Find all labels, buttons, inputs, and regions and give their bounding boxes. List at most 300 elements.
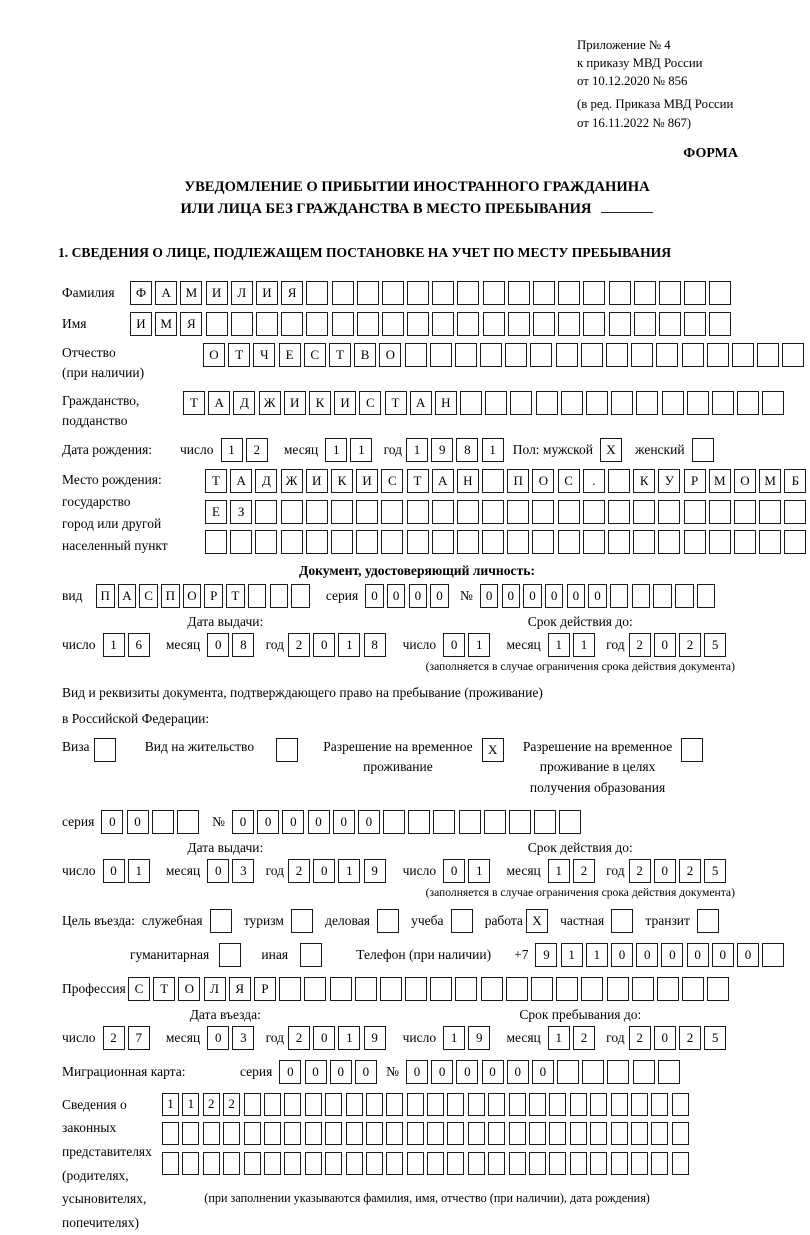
char-box[interactable]: 0 bbox=[611, 943, 633, 967]
char-box[interactable]: Н bbox=[435, 391, 457, 415]
char-box[interactable] bbox=[658, 530, 680, 554]
char-box[interactable]: 0 bbox=[456, 1060, 478, 1084]
char-box[interactable]: 2 bbox=[203, 1093, 220, 1116]
char-box[interactable]: 1 bbox=[338, 1026, 360, 1050]
char-box[interactable] bbox=[386, 1093, 403, 1116]
char-box[interactable]: 0 bbox=[330, 1060, 352, 1084]
char-box[interactable] bbox=[281, 530, 303, 554]
char-box[interactable] bbox=[707, 977, 729, 1001]
char-box[interactable]: X bbox=[482, 738, 504, 762]
char-box[interactable] bbox=[284, 1093, 301, 1116]
char-box[interactable] bbox=[433, 810, 455, 834]
char-box[interactable]: Я bbox=[281, 281, 303, 305]
char-box[interactable]: 2 bbox=[629, 633, 651, 657]
temp-residence-checkbox[interactable] bbox=[482, 738, 507, 762]
char-box[interactable]: П bbox=[96, 584, 115, 608]
char-box[interactable]: О bbox=[379, 343, 401, 367]
char-box[interactable]: 2 bbox=[629, 859, 651, 883]
char-box[interactable]: Т bbox=[153, 977, 175, 1001]
char-box[interactable] bbox=[432, 530, 454, 554]
temp-residence-edu-checkbox[interactable] bbox=[681, 738, 706, 762]
char-box[interactable] bbox=[558, 500, 580, 524]
char-box[interactable] bbox=[633, 500, 655, 524]
char-box[interactable] bbox=[653, 584, 672, 608]
char-box[interactable] bbox=[651, 1152, 668, 1175]
char-box[interactable]: 0 bbox=[480, 584, 499, 608]
char-box[interactable] bbox=[732, 343, 754, 367]
char-box[interactable] bbox=[533, 281, 555, 305]
char-box[interactable] bbox=[447, 1122, 464, 1145]
char-box[interactable] bbox=[508, 312, 530, 336]
char-box[interactable]: 0 bbox=[101, 810, 123, 834]
char-box[interactable]: Л bbox=[204, 977, 226, 1001]
char-box[interactable]: К bbox=[309, 391, 331, 415]
char-box[interactable] bbox=[583, 281, 605, 305]
char-box[interactable] bbox=[509, 810, 531, 834]
char-box[interactable]: О bbox=[734, 469, 756, 493]
char-box[interactable] bbox=[177, 810, 199, 834]
char-box[interactable]: Ж bbox=[259, 391, 281, 415]
char-box[interactable] bbox=[611, 909, 633, 933]
char-box[interactable]: Р bbox=[254, 977, 276, 1001]
char-box[interactable]: О bbox=[178, 977, 200, 1001]
char-box[interactable] bbox=[455, 977, 477, 1001]
char-box[interactable] bbox=[291, 584, 310, 608]
char-box[interactable] bbox=[570, 1093, 587, 1116]
birth-month-boxes[interactable] bbox=[325, 438, 375, 462]
char-box[interactable] bbox=[608, 500, 630, 524]
char-box[interactable] bbox=[611, 391, 633, 415]
char-box[interactable] bbox=[432, 312, 454, 336]
char-box[interactable] bbox=[432, 500, 454, 524]
char-box[interactable]: 1 bbox=[221, 438, 243, 462]
char-box[interactable] bbox=[366, 1093, 383, 1116]
char-box[interactable] bbox=[582, 1060, 604, 1084]
char-box[interactable]: 9 bbox=[535, 943, 557, 967]
char-box[interactable] bbox=[658, 1060, 680, 1084]
char-box[interactable]: Т bbox=[226, 584, 245, 608]
char-box[interactable] bbox=[609, 281, 631, 305]
char-box[interactable]: Р bbox=[684, 469, 706, 493]
char-box[interactable] bbox=[631, 1122, 648, 1145]
char-box[interactable] bbox=[583, 500, 605, 524]
residence-number-boxes[interactable] bbox=[232, 810, 585, 834]
char-box[interactable]: 0 bbox=[305, 1060, 327, 1084]
char-box[interactable]: 6 bbox=[128, 633, 150, 657]
char-box[interactable]: 1 bbox=[482, 438, 504, 462]
char-box[interactable] bbox=[306, 312, 328, 336]
char-box[interactable] bbox=[506, 977, 528, 1001]
char-box[interactable] bbox=[255, 500, 277, 524]
purpose-transit-checkbox[interactable] bbox=[697, 909, 722, 933]
char-box[interactable] bbox=[557, 1060, 579, 1084]
char-box[interactable] bbox=[586, 391, 608, 415]
char-box[interactable] bbox=[709, 312, 731, 336]
entry-month[interactable] bbox=[207, 1026, 257, 1050]
char-box[interactable] bbox=[94, 738, 116, 762]
char-box[interactable] bbox=[611, 1152, 628, 1175]
char-box[interactable]: 0 bbox=[654, 633, 676, 657]
char-box[interactable] bbox=[162, 1152, 179, 1175]
purpose-official-checkbox[interactable] bbox=[210, 909, 235, 933]
char-box[interactable]: 0 bbox=[443, 859, 465, 883]
char-box[interactable] bbox=[408, 810, 430, 834]
char-box[interactable]: 0 bbox=[313, 1026, 335, 1050]
char-box[interactable] bbox=[281, 500, 303, 524]
stay-month[interactable] bbox=[548, 1026, 598, 1050]
char-box[interactable]: У bbox=[658, 469, 680, 493]
identity-seriya-boxes[interactable] bbox=[365, 584, 452, 608]
char-box[interactable]: 5 bbox=[704, 1026, 726, 1050]
char-box[interactable] bbox=[382, 312, 404, 336]
char-box[interactable] bbox=[305, 1122, 322, 1145]
char-box[interactable] bbox=[381, 530, 403, 554]
char-box[interactable]: 0 bbox=[313, 633, 335, 657]
char-box[interactable]: Н bbox=[457, 469, 479, 493]
char-box[interactable] bbox=[607, 1060, 629, 1084]
char-box[interactable]: И bbox=[284, 391, 306, 415]
char-box[interactable]: 1 bbox=[443, 1026, 465, 1050]
identity-valid-day[interactable] bbox=[443, 633, 493, 657]
char-box[interactable] bbox=[556, 977, 578, 1001]
char-box[interactable] bbox=[381, 500, 403, 524]
char-box[interactable]: 2 bbox=[573, 859, 595, 883]
char-box[interactable]: О bbox=[183, 584, 202, 608]
char-box[interactable] bbox=[480, 343, 502, 367]
char-box[interactable] bbox=[662, 391, 684, 415]
char-box[interactable]: 1 bbox=[182, 1093, 199, 1116]
char-box[interactable] bbox=[405, 343, 427, 367]
char-box[interactable]: О bbox=[532, 469, 554, 493]
char-box[interactable] bbox=[634, 281, 656, 305]
char-box[interactable]: 1 bbox=[103, 633, 125, 657]
char-box[interactable] bbox=[658, 500, 680, 524]
char-box[interactable] bbox=[558, 530, 580, 554]
char-box[interactable]: Т bbox=[228, 343, 250, 367]
visa-checkbox[interactable] bbox=[94, 738, 119, 762]
char-box[interactable] bbox=[734, 500, 756, 524]
char-box[interactable] bbox=[300, 943, 322, 967]
char-box[interactable]: 8 bbox=[364, 633, 386, 657]
residence-valid-year[interactable] bbox=[629, 859, 730, 883]
char-box[interactable]: И bbox=[356, 469, 378, 493]
char-box[interactable] bbox=[383, 810, 405, 834]
char-box[interactable] bbox=[508, 281, 530, 305]
char-box[interactable] bbox=[737, 391, 759, 415]
char-box[interactable] bbox=[581, 977, 603, 1001]
char-box[interactable] bbox=[457, 500, 479, 524]
char-box[interactable]: X bbox=[600, 438, 622, 462]
char-box[interactable] bbox=[407, 500, 429, 524]
char-box[interactable] bbox=[459, 810, 481, 834]
char-box[interactable] bbox=[529, 1093, 546, 1116]
char-box[interactable] bbox=[488, 1152, 505, 1175]
char-box[interactable] bbox=[244, 1152, 261, 1175]
char-box[interactable] bbox=[457, 281, 479, 305]
char-box[interactable]: А bbox=[410, 391, 432, 415]
char-box[interactable]: 1 bbox=[162, 1093, 179, 1116]
char-box[interactable]: 0 bbox=[103, 859, 125, 883]
identity-number-boxes[interactable] bbox=[480, 584, 719, 608]
char-box[interactable] bbox=[331, 500, 353, 524]
char-box[interactable] bbox=[382, 281, 404, 305]
char-box[interactable]: Ф bbox=[130, 281, 152, 305]
purpose-work-checkbox[interactable] bbox=[526, 909, 551, 933]
char-box[interactable] bbox=[709, 281, 731, 305]
char-box[interactable] bbox=[532, 530, 554, 554]
char-box[interactable]: 1 bbox=[128, 859, 150, 883]
char-box[interactable]: Я bbox=[180, 312, 202, 336]
char-box[interactable]: В bbox=[354, 343, 376, 367]
char-box[interactable] bbox=[484, 810, 506, 834]
char-box[interactable] bbox=[762, 943, 784, 967]
char-box[interactable] bbox=[611, 1093, 628, 1116]
char-box[interactable]: 3 bbox=[232, 859, 254, 883]
char-box[interactable] bbox=[659, 312, 681, 336]
char-box[interactable] bbox=[432, 281, 454, 305]
char-box[interactable]: 1 bbox=[573, 633, 595, 657]
char-box[interactable] bbox=[457, 530, 479, 554]
char-box[interactable]: 2 bbox=[629, 1026, 651, 1050]
char-box[interactable] bbox=[205, 530, 227, 554]
char-box[interactable] bbox=[682, 343, 704, 367]
char-box[interactable] bbox=[534, 810, 556, 834]
char-box[interactable] bbox=[325, 1122, 342, 1145]
char-box[interactable] bbox=[255, 530, 277, 554]
char-box[interactable] bbox=[346, 1122, 363, 1145]
char-box[interactable] bbox=[672, 1152, 689, 1175]
char-box[interactable] bbox=[590, 1152, 607, 1175]
char-box[interactable]: 7 bbox=[128, 1026, 150, 1050]
char-box[interactable] bbox=[590, 1122, 607, 1145]
char-box[interactable] bbox=[482, 469, 504, 493]
char-box[interactable] bbox=[672, 1122, 689, 1145]
char-box[interactable] bbox=[672, 1093, 689, 1116]
char-box[interactable]: 0 bbox=[232, 810, 254, 834]
surname-boxes[interactable] bbox=[130, 281, 735, 305]
birth-place-row2-boxes[interactable] bbox=[205, 500, 810, 524]
char-box[interactable]: 0 bbox=[588, 584, 607, 608]
char-box[interactable] bbox=[332, 281, 354, 305]
sex-female-checkbox[interactable] bbox=[692, 438, 717, 462]
char-box[interactable] bbox=[248, 584, 267, 608]
char-box[interactable] bbox=[675, 584, 694, 608]
char-box[interactable] bbox=[405, 977, 427, 1001]
char-box[interactable]: С bbox=[139, 584, 158, 608]
char-box[interactable]: 0 bbox=[532, 1060, 554, 1084]
char-box[interactable] bbox=[346, 1093, 363, 1116]
char-box[interactable] bbox=[608, 530, 630, 554]
char-box[interactable]: 1 bbox=[338, 633, 360, 657]
char-box[interactable] bbox=[709, 530, 731, 554]
char-box[interactable]: X bbox=[526, 909, 548, 933]
char-box[interactable] bbox=[712, 391, 734, 415]
char-box[interactable] bbox=[531, 977, 553, 1001]
char-box[interactable]: З bbox=[230, 500, 252, 524]
char-box[interactable]: 1 bbox=[548, 1026, 570, 1050]
char-box[interactable] bbox=[455, 343, 477, 367]
char-box[interactable]: Л bbox=[231, 281, 253, 305]
char-box[interactable]: И bbox=[206, 281, 228, 305]
char-box[interactable] bbox=[468, 1152, 485, 1175]
char-box[interactable]: 1 bbox=[468, 633, 490, 657]
char-box[interactable] bbox=[559, 810, 581, 834]
char-box[interactable]: 0 bbox=[654, 1026, 676, 1050]
char-box[interactable] bbox=[306, 500, 328, 524]
char-box[interactable]: 0 bbox=[661, 943, 683, 967]
char-box[interactable] bbox=[223, 1122, 240, 1145]
char-box[interactable] bbox=[231, 312, 253, 336]
char-box[interactable] bbox=[481, 977, 503, 1001]
char-box[interactable]: А bbox=[155, 281, 177, 305]
char-box[interactable] bbox=[244, 1093, 261, 1116]
char-box[interactable] bbox=[483, 312, 505, 336]
identity-issue-month[interactable] bbox=[207, 633, 257, 657]
char-box[interactable] bbox=[784, 530, 806, 554]
char-box[interactable]: А bbox=[432, 469, 454, 493]
char-box[interactable]: 2 bbox=[288, 859, 310, 883]
legal-row2-boxes[interactable] bbox=[162, 1122, 692, 1145]
char-box[interactable] bbox=[782, 343, 804, 367]
char-box[interactable] bbox=[427, 1122, 444, 1145]
char-box[interactable] bbox=[281, 312, 303, 336]
char-box[interactable]: С bbox=[128, 977, 150, 1001]
char-box[interactable] bbox=[549, 1122, 566, 1145]
char-box[interactable] bbox=[684, 530, 706, 554]
char-box[interactable] bbox=[697, 584, 716, 608]
char-box[interactable] bbox=[681, 738, 703, 762]
char-box[interactable] bbox=[284, 1152, 301, 1175]
char-box[interactable] bbox=[510, 391, 532, 415]
char-box[interactable] bbox=[759, 500, 781, 524]
birth-place-row3-boxes[interactable] bbox=[205, 530, 810, 554]
char-box[interactable]: М bbox=[709, 469, 731, 493]
char-box[interactable] bbox=[682, 977, 704, 1001]
char-box[interactable] bbox=[549, 1152, 566, 1175]
char-box[interactable]: 1 bbox=[350, 438, 372, 462]
char-box[interactable] bbox=[734, 530, 756, 554]
char-box[interactable] bbox=[532, 500, 554, 524]
char-box[interactable]: К bbox=[331, 469, 353, 493]
char-box[interactable] bbox=[692, 438, 714, 462]
char-box[interactable]: 0 bbox=[523, 584, 542, 608]
purpose-other-checkbox[interactable] bbox=[300, 943, 325, 967]
char-box[interactable] bbox=[427, 1093, 444, 1116]
char-box[interactable] bbox=[447, 1093, 464, 1116]
char-box[interactable]: 0 bbox=[308, 810, 330, 834]
char-box[interactable] bbox=[332, 312, 354, 336]
char-box[interactable] bbox=[407, 281, 429, 305]
char-box[interactable] bbox=[325, 1152, 342, 1175]
char-box[interactable] bbox=[380, 977, 402, 1001]
char-box[interactable] bbox=[230, 530, 252, 554]
char-box[interactable]: 8 bbox=[456, 438, 478, 462]
char-box[interactable] bbox=[507, 500, 529, 524]
identity-issue-year[interactable] bbox=[288, 633, 389, 657]
char-box[interactable] bbox=[488, 1093, 505, 1116]
char-box[interactable] bbox=[762, 391, 784, 415]
char-box[interactable] bbox=[581, 343, 603, 367]
char-box[interactable]: 2 bbox=[288, 1026, 310, 1050]
entry-day[interactable] bbox=[103, 1026, 153, 1050]
char-box[interactable] bbox=[530, 343, 552, 367]
char-box[interactable] bbox=[407, 1152, 424, 1175]
char-box[interactable]: И bbox=[256, 281, 278, 305]
identity-valid-month[interactable] bbox=[548, 633, 598, 657]
char-box[interactable] bbox=[346, 1152, 363, 1175]
char-box[interactable] bbox=[549, 1093, 566, 1116]
char-box[interactable] bbox=[325, 1093, 342, 1116]
char-box[interactable]: 0 bbox=[636, 943, 658, 967]
char-box[interactable] bbox=[606, 343, 628, 367]
char-box[interactable]: 0 bbox=[207, 859, 229, 883]
char-box[interactable] bbox=[460, 391, 482, 415]
char-box[interactable] bbox=[377, 909, 399, 933]
char-box[interactable] bbox=[306, 530, 328, 554]
char-box[interactable] bbox=[633, 1060, 655, 1084]
char-box[interactable] bbox=[509, 1093, 526, 1116]
char-box[interactable]: 0 bbox=[507, 1060, 529, 1084]
char-box[interactable] bbox=[162, 1122, 179, 1145]
migration-seriya-boxes[interactable] bbox=[279, 1060, 380, 1084]
char-box[interactable] bbox=[485, 391, 507, 415]
char-box[interactable] bbox=[651, 1093, 668, 1116]
char-box[interactable]: 0 bbox=[313, 859, 335, 883]
char-box[interactable] bbox=[583, 312, 605, 336]
char-box[interactable]: 1 bbox=[548, 633, 570, 657]
char-box[interactable] bbox=[276, 738, 298, 762]
char-box[interactable]: 0 bbox=[207, 1026, 229, 1050]
char-box[interactable]: М bbox=[180, 281, 202, 305]
char-box[interactable] bbox=[407, 1093, 424, 1116]
char-box[interactable]: П bbox=[507, 469, 529, 493]
char-box[interactable]: 0 bbox=[502, 584, 521, 608]
char-box[interactable] bbox=[505, 343, 527, 367]
char-box[interactable] bbox=[697, 909, 719, 933]
char-box[interactable] bbox=[570, 1152, 587, 1175]
char-box[interactable] bbox=[366, 1122, 383, 1145]
char-box[interactable]: Ж bbox=[281, 469, 303, 493]
char-box[interactable]: Т bbox=[183, 391, 205, 415]
char-box[interactable]: 5 bbox=[704, 633, 726, 657]
residence-permit-checkbox[interactable] bbox=[276, 738, 301, 762]
char-box[interactable] bbox=[633, 530, 655, 554]
char-box[interactable] bbox=[244, 1122, 261, 1145]
char-box[interactable] bbox=[357, 281, 379, 305]
char-box[interactable] bbox=[356, 530, 378, 554]
char-box[interactable]: 1 bbox=[586, 943, 608, 967]
purpose-study-checkbox[interactable] bbox=[451, 909, 476, 933]
char-box[interactable] bbox=[447, 1152, 464, 1175]
char-box[interactable]: 2 bbox=[103, 1026, 125, 1050]
phone-boxes[interactable] bbox=[535, 943, 787, 967]
legal-row1-boxes[interactable] bbox=[162, 1093, 692, 1116]
residence-issue-month[interactable] bbox=[207, 859, 257, 883]
citizenship-boxes[interactable] bbox=[183, 391, 788, 415]
char-box[interactable]: 0 bbox=[406, 1060, 428, 1084]
char-box[interactable] bbox=[632, 977, 654, 1001]
sex-male-checkbox[interactable] bbox=[600, 438, 625, 462]
char-box[interactable]: А bbox=[230, 469, 252, 493]
char-box[interactable] bbox=[203, 1122, 220, 1145]
char-box[interactable]: 1 bbox=[338, 859, 360, 883]
char-box[interactable] bbox=[707, 343, 729, 367]
firstname-boxes[interactable] bbox=[130, 312, 735, 336]
char-box[interactable]: Т bbox=[407, 469, 429, 493]
legal-row3-boxes[interactable] bbox=[162, 1152, 692, 1175]
char-box[interactable]: 0 bbox=[567, 584, 586, 608]
char-box[interactable]: М bbox=[759, 469, 781, 493]
